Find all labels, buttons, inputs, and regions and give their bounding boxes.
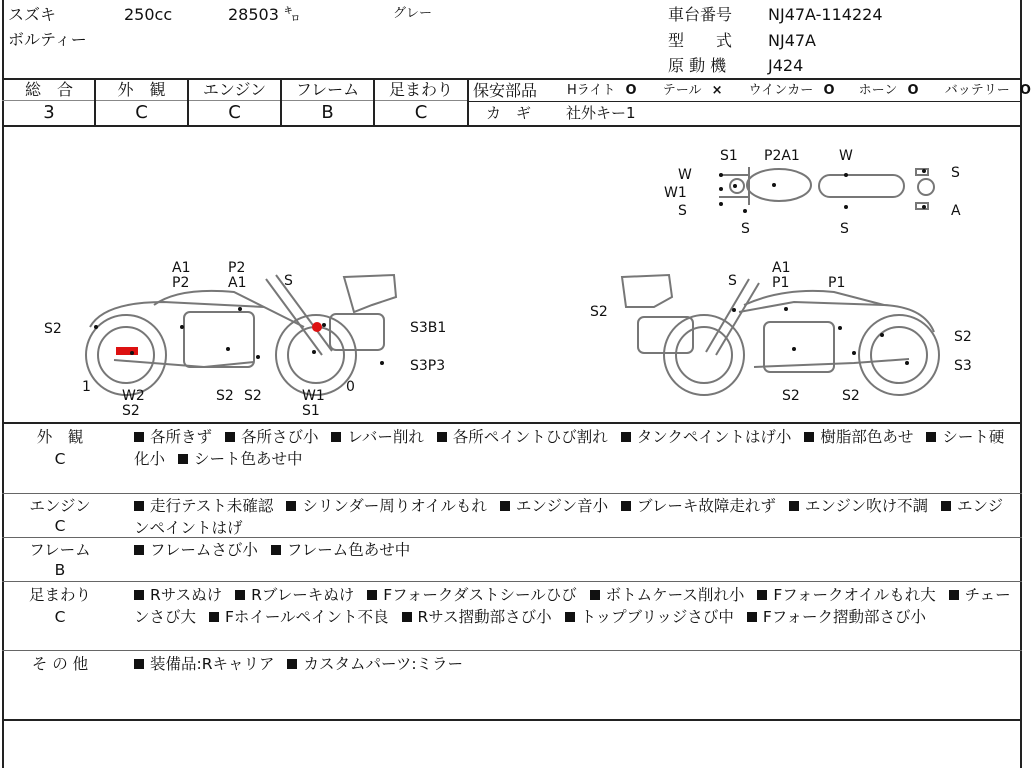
left-label: P2 [228,260,246,276]
note-category-exterior: 外 観 [36,428,84,446]
note-list-engine [134,495,1018,539]
note-item: ブレーキ故障走れず [637,497,776,515]
note-item: カスタムパーツ:ミラー [303,655,464,673]
left-label: 0 [346,379,355,395]
grade-value-suspension: C [414,102,428,123]
note-item: Rサス摺動部さび小 [417,608,552,626]
note-list-exterior [134,426,1018,470]
right-label: S2 [782,388,800,404]
note-category-frame: フレーム [29,541,91,559]
note-item: シート色あせ中 [193,450,303,468]
grade-label-overall: 総 合 [24,80,73,99]
note-category-engine: エンジン [29,497,91,515]
note-item: Rサスぬけ [150,586,223,604]
key-label: カ ギ [486,104,532,122]
note-list-suspension [134,584,1018,628]
left-label: S3B1 [410,320,447,336]
safety-item-horn: ホーン [858,83,898,98]
divider [467,78,469,126]
right-label: P1 [828,275,846,291]
divider [2,422,1022,424]
grade-value-exterior: C [135,102,148,123]
top-label: S [678,203,687,219]
type-value: NJ47A [768,31,816,50]
note-item: Fホイールペイント不良 [224,608,389,626]
top-label: W1 [664,185,687,201]
engine-label: 原 動 機 [668,56,727,75]
right-label: S2 [590,304,608,320]
grade-label-engine: エンジン [202,80,267,99]
color: グレー [393,6,433,21]
note-category-other: そ の 他 [31,655,89,673]
note-item: シート硬化小 [134,428,1005,468]
note-item: エンジンペイントはげ [134,497,1004,537]
note-list-other [134,653,1018,675]
note-item: Fフォークオイルもれ大 [773,586,936,604]
note-list-frame [134,539,1018,561]
safety-item-winker: ウインカー [748,83,814,98]
left-label: W2 [122,388,145,404]
divider [468,101,1022,102]
note-category-suspension: 足まわり [28,586,91,604]
note-grade-exterior: C [54,450,66,468]
safety-item-battery: バッテリー [944,83,1010,98]
left-label: S2 [244,388,262,404]
top-label: S1 [720,148,738,164]
motorcycle-diagram [4,127,1020,423]
grade-label-frame: フレーム [295,80,360,99]
note-item: Fフォークダストシールひび [383,586,577,604]
safety-item-headlight: Hライト [567,83,616,98]
note-item: Rブレーキぬけ [251,586,355,604]
right-label: S2 [954,329,972,345]
grade-value-engine: C [228,102,241,123]
safety-items [567,81,1031,101]
right-side-view-drawing [622,275,939,395]
safety-mark-battery: O [1019,83,1031,98]
engine-value: J424 [768,56,804,75]
model-name: ボルティー [8,30,87,49]
mileage: 28503 ㌔ [228,5,300,24]
left-label: S2 [216,388,234,404]
note-item: チェーンさび大 [134,586,1011,626]
chassis-label: 車台番号 [668,5,733,24]
note-item: Fフォーク摺動部さび小 [762,608,926,626]
top-label: P2A1 [764,148,800,164]
safety-item-tail: テール [662,83,702,98]
safety-mark-horn: O [907,83,919,98]
left-side-view-drawing [86,275,396,395]
left-label: S2 [44,321,62,337]
left-label: A1 [172,260,191,276]
note-grade-engine: C [54,517,66,535]
note-grade-suspension: C [54,608,66,626]
top-label: W [678,167,692,183]
note-item: フレームさび小 [150,541,258,559]
safety-mark-headlight: O [625,83,637,98]
note-item: トップブリッジさび中 [580,608,734,626]
left-label: A1 [228,275,247,291]
safety-mark-winker: O [823,83,835,98]
note-item: レバー削れ [347,428,424,446]
right-label: A1 [772,260,791,276]
damage-mark [116,347,138,355]
divider [2,719,1022,721]
left-label: 1 [82,379,91,395]
top-label: A [951,203,961,219]
right-label: S3 [954,358,972,374]
top-view-drawing [719,167,934,209]
right-label: P1 [772,275,790,291]
left-label: S [284,273,293,289]
key-value: 社外キー1 [566,104,636,122]
left-label: W1 [302,388,325,404]
maker: スズキ [8,5,57,24]
top-label: S [741,221,750,237]
top-label: W [839,148,853,164]
note-item: エンジン吹け不調 [804,497,929,515]
note-grade-frame: B [54,561,66,579]
top-label: S [840,221,849,237]
type-label: 型 式 [668,31,733,50]
grade-value-overall: 3 [43,102,55,123]
left-label: P2 [172,275,190,291]
note-item: ボトムケース削れ小 [605,586,745,604]
divider [2,100,468,101]
left-label: S2 [122,403,140,419]
chassis-value: NJ47A-114224 [768,5,883,24]
note-item: エンジン音小 [515,497,609,515]
top-label: S [951,165,960,181]
right-label: S [728,273,737,289]
left-label: S1 [302,403,320,419]
left-label: S3P3 [410,358,446,374]
note-item: 装備品:Rキャリア [150,655,275,673]
safety-label: 保安部品 [473,81,538,100]
displacement: 250cc [124,5,173,24]
note-item: 走行テスト未確認 [150,497,274,515]
grade-label-exterior: 外 観 [117,80,166,99]
damage-mark [312,322,322,332]
right-label: S2 [842,388,860,404]
divider [2,581,1022,582]
note-item: 各所さび小 [240,428,319,446]
safety-mark-tail: × [711,83,723,98]
grade-label-suspension: 足まわり [388,80,453,99]
note-item: フレーム色あせ中 [286,541,411,559]
grade-value-frame: B [321,102,334,123]
divider [2,493,1022,494]
note-item: シリンダー周りオイルもれ [302,497,487,515]
note-item: 各所ペイントひび割れ [452,428,608,446]
divider [2,650,1022,651]
note-item: タンクペイントはげ小 [636,428,792,446]
note-item: 各所きず [150,428,213,446]
note-item: 樹脂部色あせ [820,428,914,446]
